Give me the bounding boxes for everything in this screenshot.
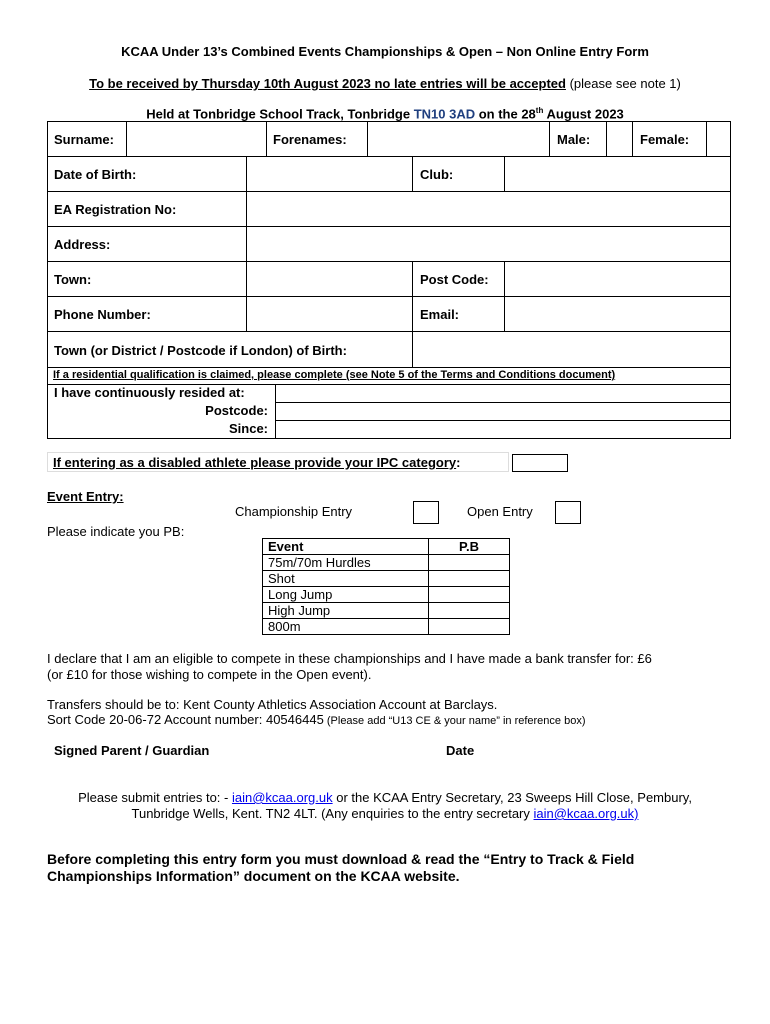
submit-text: Please submit entries to: - [78,790,232,805]
email-label: Email: [420,307,460,322]
ea-reg-label: EA Registration No: [54,202,177,217]
phone-label: Phone Number: [54,307,151,322]
deadline-note: (please see note 1) [565,76,681,91]
since-label: Since: [228,421,268,436]
transfer-reference-note: (Please add “U13 CE & your name” in reference box) [323,715,586,727]
residential-note: If a residential qualification is claimed, please complete (see Note 5 of the Terms and Conditions document) [53,369,616,381]
transfer-line2 [47,712,586,727]
venue-postcode: TN10 3AD [413,106,476,122]
signed-label: Signed Parent / Guardian [54,743,210,758]
table-row [263,555,510,571]
town-label: Town: [54,272,92,287]
event-entry-heading: Event Entry: [47,489,124,504]
female-checkbox[interactable] [706,121,731,157]
forenames-label: Forenames: [273,132,347,147]
table-row [263,587,510,603]
open-entry-checkbox[interactable] [555,501,581,524]
pb-prompt: Please indicate you PB: [47,524,185,539]
pb-input[interactable] [429,555,510,571]
dob-field[interactable] [246,156,413,192]
pb-table [262,538,510,635]
ipc-label-text: If entering as a disabled athlete please provide your IPC category [53,455,457,470]
res-postcode-field[interactable] [275,402,731,421]
declaration-line2: (or £10 for those wishing to compete in the Open event). [47,667,372,682]
pb-input[interactable] [429,603,510,619]
birth-town-label: Town (or District / Postcode if London) of Birth: [54,343,347,358]
page-title: KCAA Under 13’s Combined Events Championships & Open – Non Online Entry Form [121,44,649,59]
postcode-field[interactable] [504,261,731,297]
phone-field[interactable] [246,296,413,332]
venue-line [0,106,770,121]
event-name: Shot [263,571,429,587]
resided-at-field[interactable] [275,384,731,403]
pb-header-event: Event [263,539,429,555]
table-row [263,619,510,635]
event-name: High Jump [263,603,429,619]
birth-town-field[interactable] [412,331,731,368]
open-entry-label: Open Entry [467,504,533,519]
deadline-line [0,76,770,91]
pb-table-header [263,539,510,555]
male-checkbox[interactable] [606,121,633,157]
ipc-category-field[interactable] [512,454,568,472]
event-name: Long Jump [263,587,429,603]
dob-label: Date of Birth: [54,167,137,182]
venue-date: on the 28 [475,106,536,122]
since-field[interactable] [275,420,731,439]
table-row [263,603,510,619]
ipc-label [53,455,460,470]
res-postcode-label: Postcode: [205,403,268,418]
town-field[interactable] [246,261,413,297]
address-field[interactable] [246,226,731,262]
ipc-label-colon: : [456,455,461,470]
email-field[interactable] [504,296,731,332]
female-label: Female: [640,132,690,147]
table-row [263,571,510,587]
transfer-account: Sort Code 20-06-72 Account number: 40546445 [47,712,324,727]
event-name: 75m/70m Hurdles [263,555,429,571]
footer-line1: Before completing this entry form you must download & read the “Entry to Track & Field [47,851,635,867]
submit-line2 [0,806,770,821]
submit-line1 [0,790,770,805]
championship-entry-checkbox[interactable] [413,501,439,524]
date-label: Date [446,743,475,758]
deadline-text: To be received by Thursday 10th August 2023 no late entries will be accepted [89,76,566,91]
enquiries-email-link[interactable]: iain@kcaa.org.uk) [533,806,639,821]
submit-email-link[interactable]: iain@kcaa.org.uk [231,790,333,805]
address-label: Address: [54,237,111,252]
footer-line2: Championships Information” document on the KCAA website. [47,868,460,884]
ea-reg-field[interactable] [246,191,731,227]
event-name: 800m [263,619,429,635]
surname-label: Surname: [54,132,114,147]
venue-text: Held at Tonbridge School Track, Tonbridge [146,106,414,122]
postcode-label: Post Code: [420,272,489,287]
surname-field[interactable] [126,121,267,157]
pb-input[interactable] [429,619,510,635]
pb-input[interactable] [429,571,510,587]
declaration-line1: I declare that I am an eligible to compete in these championships and I have made a bank transfer for: £6 [47,651,652,666]
male-label: Male: [557,132,591,147]
resided-at-label: I have continuously resided at: [54,385,245,400]
venue-date-sup: th [535,106,544,115]
club-label: Club: [420,167,454,182]
venue-month: August 2023 [543,106,624,122]
transfer-line1: Transfers should be to: Kent County Athletics Association Account at Barclays. [47,697,498,712]
championship-entry-label: Championship Entry [235,504,353,519]
submit-address: or the KCAA Entry Secretary, 23 Sweeps Hill Close, Pembury, [332,790,692,805]
pb-input[interactable] [429,587,510,603]
submit-enquiries: Tunbridge Wells, Kent. TN2 4LT. (Any enquiries to the entry secretary [131,806,534,821]
forenames-field[interactable] [367,121,550,157]
club-field[interactable] [504,156,731,192]
pb-header-pb: P.B [429,539,510,555]
